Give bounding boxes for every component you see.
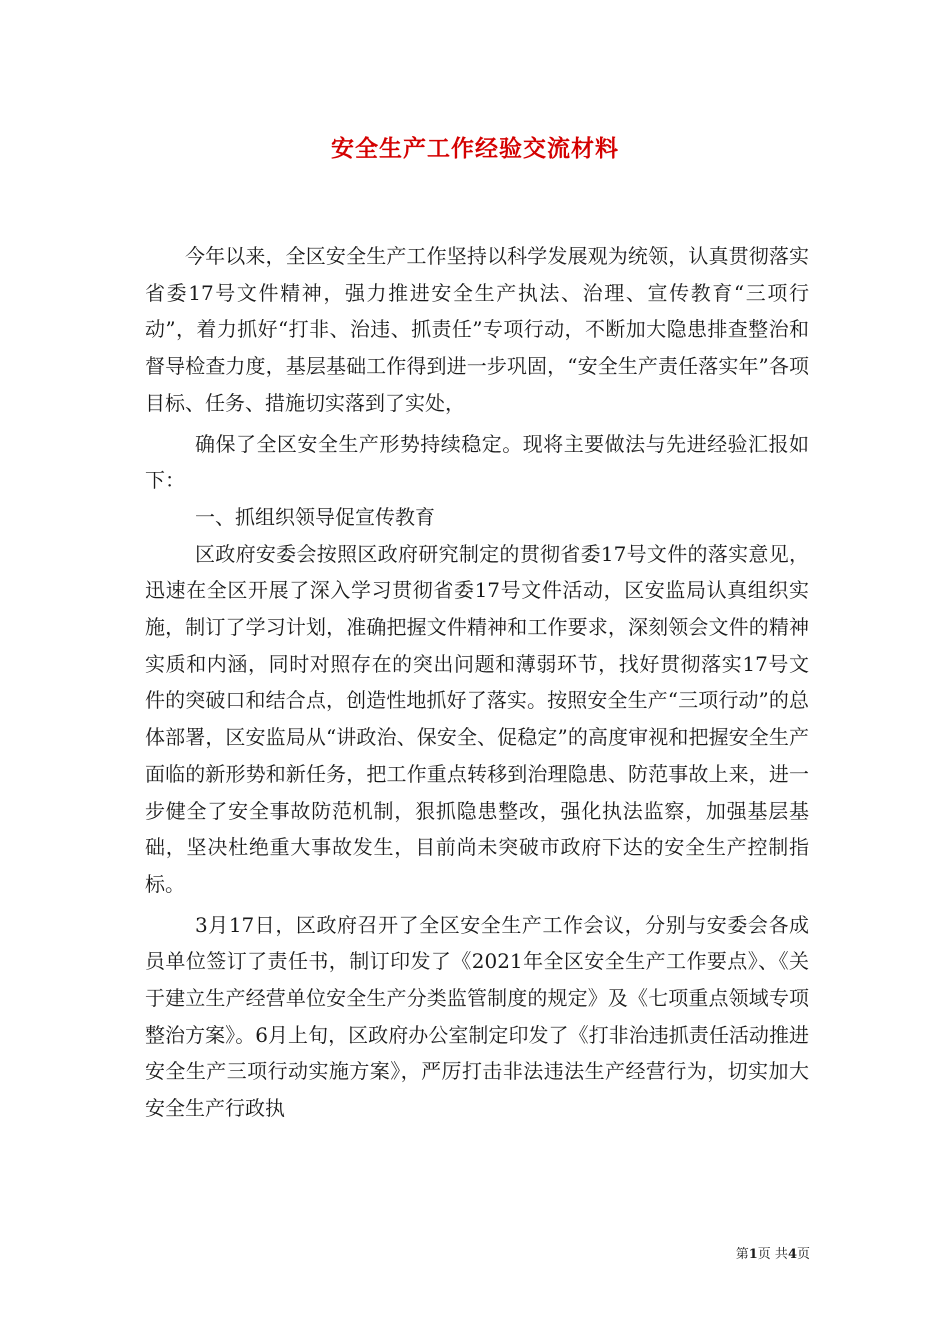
footer-current-page: 1 [748, 1247, 758, 1262]
document-body [145, 238, 809, 1127]
paragraph-intro: 今年以来，全区安全生产工作坚持以科学发展观为统领，认真贯彻落实省委17号文件精神，强力推进安全生产执法、治理、宣传教育“三项行动”，着力抓好“打非、治违、抓责任”专项行动，不断加大隐患排查整治和督导检查力度，基层基础工作得到进一步巩固，“安全生产责任落实年”各项目标、任务、措施切实落到了实处， [145, 244, 809, 415]
section-heading-1: 一、抓组织领导促宣传教育 [195, 504, 435, 529]
document-title: 安全生产工作经验交流材料 [331, 135, 619, 162]
page-number-footer [700, 1246, 810, 1264]
footer-total-pages: 4 [787, 1247, 797, 1262]
footer-middle: 页 共 [757, 1247, 788, 1262]
paragraph-summary: 确保了全区安全生产形势持续稳定。现将主要做法与先进经验汇报如下： [145, 431, 809, 493]
paragraph-section-1: 区政府安委会按照区政府研究制定的贯彻省委17号文件的落实意见，迅速在全区开展了深入学习贯彻省委17号文件活动，区安监局认真组织实施，制订了学习计划，准确把握文件精神和工作要求，深刻领会文件的精神实质和内涵，同时对照存在的突出问题和薄弱环节，找好贯彻落实17号文件的突破口和结合点，创造性地抓好了落实。按照安全生产“三项行动”的总体部署，区安监局从“讲政治、保安全、促稳定”的高度审视和把握安全生产面临的新形势和新任务，把工作重点转移到治理隐患、防范事故上来，进一步健全了安全事故防范机制，狠抓隐患整改，强化执法监察，加强基层基础，坚决杜绝重大事故发生，目前尚未突破市政府下达的安全生产控制指标。 [145, 541, 809, 896]
footer-suffix: 页 [796, 1247, 810, 1262]
paragraph-march-meeting: 3月17日，区政府召开了全区安全生产工作会议，分别与安委会各成员单位签订了责任书，制订印发了《2021年全区安全生产工作要点》、《关于建立生产经营单位安全生产分类监管制度的规定》及《七项重点领域专项整治方案》。6月上旬，区政府办公室制定印发了《打非治违抓责任活动推进安全生产三项行动实施方案》，严厉打击非法违法生产经营行为，切实加大安全生产行政执 [145, 912, 809, 1121]
footer-prefix: 第 [735, 1247, 749, 1262]
